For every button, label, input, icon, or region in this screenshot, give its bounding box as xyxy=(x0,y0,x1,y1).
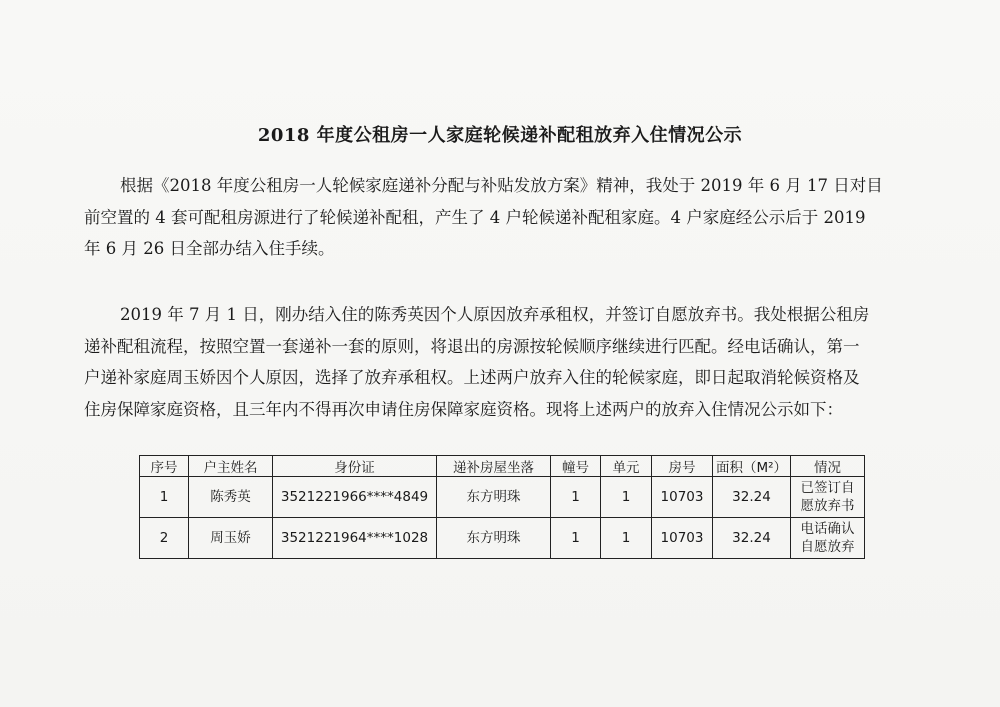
cell-location: 东方明珠 xyxy=(437,477,551,518)
column-header-id-card: 身份证 xyxy=(273,456,437,477)
cell-room: 10703 xyxy=(652,518,713,559)
paragraph-line: 年 6 月 26 日全部办结入住手续。 xyxy=(84,239,335,258)
cell-status xyxy=(791,477,865,518)
paragraph-line: 住房保障家庭资格，且三年内不得再次申请住房保障家庭资格。现将上述两户的放弃入住情况公示如下： xyxy=(84,399,843,419)
column-header-area: 面积（M²） xyxy=(713,456,791,477)
cell-building: 1 xyxy=(551,518,601,559)
paragraph-line: 递补配租流程，按照空置一套递补一套的原则，将退出的房源按轮候顺序继续进行匹配。经电话确认，第一 xyxy=(84,336,860,356)
column-header-status: 情况 xyxy=(791,456,865,477)
document-title: 2018 年度公租房一人家庭轮候递补配租放弃入住情况公示 xyxy=(257,125,743,146)
cell-building: 1 xyxy=(551,477,601,518)
cell-id-card: 3521221966****4849 xyxy=(273,477,437,518)
cell-area: 32.24 xyxy=(713,518,791,559)
cell-index: 2 xyxy=(140,518,189,559)
cell-index: 1 xyxy=(140,477,189,518)
paragraph-line: 前空置的 4 套可配租房源进行了轮候递补配租，产生了 4 户轮候递补配租家庭。4 户家庭经公示后于 2019 xyxy=(84,207,866,227)
table-row xyxy=(140,477,865,518)
column-header-index: 序号 xyxy=(140,456,189,477)
cell-id-card: 3521221964****1028 xyxy=(273,518,437,559)
status-text: 电话确认自愿放弃 xyxy=(800,521,855,555)
paragraph-announcement xyxy=(84,170,924,265)
withdrawal-table xyxy=(139,455,865,559)
paragraph-line: 户递补家庭周玉娇因个人原因，选择了放弃承租权。上述两户放弃入住的轮候家庭，即日起取消轮候资格及 xyxy=(84,368,860,387)
cell-unit: 1 xyxy=(601,518,652,559)
table-row xyxy=(140,518,865,559)
cell-name: 陈秀英 xyxy=(189,477,273,518)
paragraph-line: 根据《2018 年度公租房一人轮候家庭递补分配与补贴发放方案》精神，我处于 2019 年 6 月 17 日对目 xyxy=(120,176,883,195)
cell-room: 10703 xyxy=(652,477,713,518)
column-header-building: 幢号 xyxy=(551,456,601,477)
cell-unit: 1 xyxy=(601,477,652,518)
table-header-row xyxy=(140,456,865,477)
cell-status xyxy=(791,518,865,559)
cell-location: 东方明珠 xyxy=(437,518,551,559)
column-header-room: 房号 xyxy=(652,456,713,477)
cell-area: 32.24 xyxy=(713,477,791,518)
paragraph-line: 2019 年 7 月 1 日，刚办结入住的陈秀英因个人原因放弃承租权，并签订自愿放弃书。我处根据公租房 xyxy=(120,305,870,324)
cell-name: 周玉娇 xyxy=(189,518,273,559)
column-header-unit: 单元 xyxy=(601,456,652,477)
status-text: 已签订自愿放弃书 xyxy=(800,480,855,514)
paragraph-withdrawal xyxy=(84,299,924,425)
column-header-location: 递补房屋坐落 xyxy=(437,456,551,477)
column-header-name: 户主姓名 xyxy=(189,456,273,477)
